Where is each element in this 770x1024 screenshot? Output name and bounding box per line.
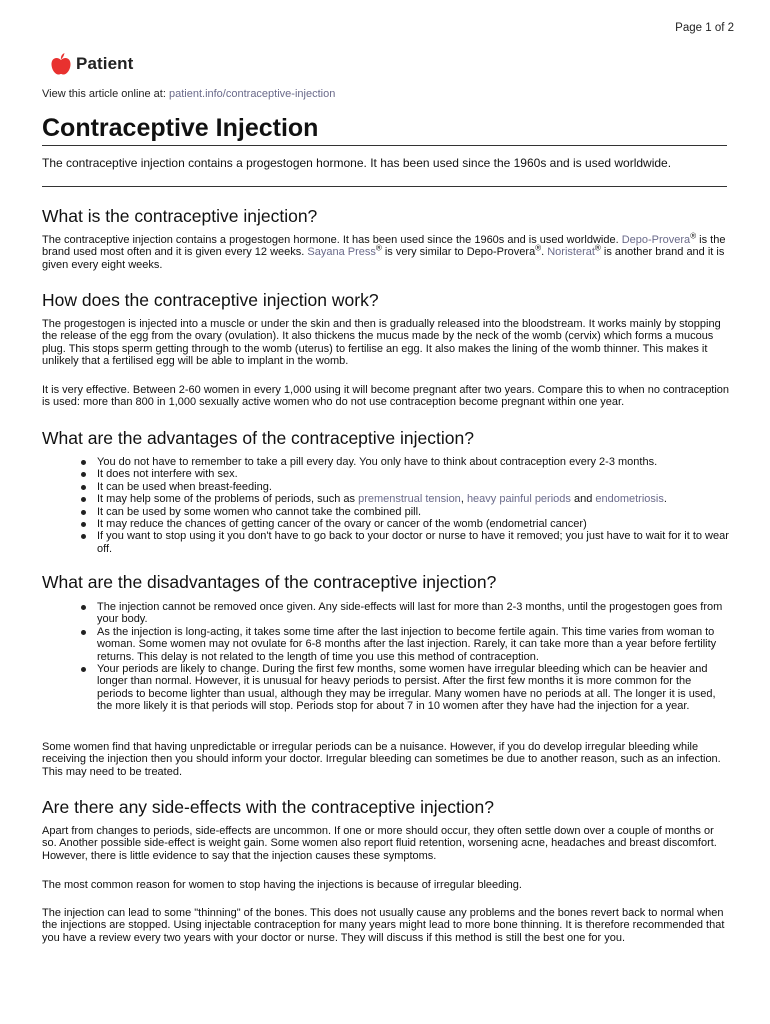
patient-logo[interactable] <box>50 52 133 76</box>
online-prefix: View this article online at: <box>42 88 169 100</box>
logo-text: Patient <box>76 54 134 73</box>
online-link-line <box>42 88 335 100</box>
registered-mark: ® <box>594 243 601 253</box>
heading-what-is: What is the contraceptive injection? <box>42 206 318 226</box>
paragraph-side-effects-3: The injection can lead to some "thinning" of the bones. This does not usually cause any problems and the bones revert back to normal when the injections are stopped. Using injectable contraception for many years might lead to more bone thinning. It is therefore recommended that you have a review every two years with your doctor or nurse. They will discuss if this method is still the best one for you. <box>42 907 725 944</box>
list-item <box>76 493 730 505</box>
registered-mark: ® <box>535 243 542 253</box>
disadvantages-list <box>76 601 730 713</box>
page-title: Contraceptive Injection <box>42 112 727 146</box>
paragraph-how-1: The progestogen is injected into a muscle or under the skin and then is gradually released into the bloodstream. It works mainly by stopping the release of the egg from the ovary (ovulation). It also thickens the mucus made by the neck of the womb (cervix) which forms a mucous plug. This stops sperm getting through to the womb (uterus) to fertilise an egg. It also makes the lining of the womb thinner. This makes it unlikely that a fertilised egg will be able to implant in the womb. <box>42 318 721 368</box>
text: is the brand used most often and it is given every 12 weeks. <box>42 234 726 259</box>
heading-how-it-works: How does the contraceptive injection work? <box>42 290 379 310</box>
text: . <box>541 246 548 259</box>
text: and <box>570 493 596 506</box>
text: It may help some of the problems of periods, such as <box>97 493 359 506</box>
text: The contraceptive injection contains a progestogen hormone. It has been used since the 1960s and is used worldwide. <box>42 234 622 246</box>
apple-logo-icon <box>50 52 72 76</box>
registered-mark: ® <box>690 231 697 241</box>
list-item: It can be used when breast-feeding. <box>76 481 730 493</box>
registered-mark: ® <box>375 243 382 253</box>
link-heavy-painful-periods[interactable]: heavy painful periods <box>466 493 571 506</box>
list-item: You do not have to remember to take a pill every day. You only have to think about contraception every 2-3 months. <box>76 456 730 468</box>
page-number: Page 1 of 2 <box>675 22 734 34</box>
paragraph-side-effects-2: The most common reason for women to stop having the injections is because of irregular bleeding. <box>42 879 522 891</box>
list-item: It can be used by some women who cannot take the combined pill. <box>76 506 730 518</box>
link-depo-provera[interactable]: Depo-Provera <box>621 234 691 246</box>
list-item: The injection cannot be removed once given. Any side-effects will last for more than 2-3 months, until the progestogen goes from your body. <box>76 601 730 626</box>
heading-advantages: What are the advantages of the contraceptive injection? <box>42 428 474 448</box>
list-item: It may reduce the chances of getting cancer of the ovary or cancer of the womb (endometrial cancer) <box>76 518 730 530</box>
paragraph-side-effects-1: Apart from changes to periods, side-effects are uncommon. If one or more should occur, they often settle down over a couple of months or so. Another possible side-effect is weight gain. Some women also report fluid retention, worsening acne, headaches and breast discomfort. However, there is little evidence to say that the injection causes these symptoms. <box>42 825 717 862</box>
article-url-link[interactable]: patient.info/contraceptive-injection <box>168 88 336 100</box>
link-noristerat[interactable]: Noristerat <box>547 246 595 259</box>
list-item: It does not interfere with sex. <box>76 468 730 480</box>
advantages-list <box>76 456 730 555</box>
heading-disadvantages: What are the disadvantages of the contraceptive injection? <box>42 572 497 592</box>
paragraph-disadvantages: Some women find that having unpredictable or irregular periods can be a nuisance. However, if you do develop irregular bleeding while receiving the injection then you should inform your doctor. Irregular bleeding can sometimes be due to another reason, such as an infection. This may need to be treated. <box>42 741 721 778</box>
link-premenstrual-tension[interactable]: premenstrual tension <box>358 493 461 506</box>
text: . <box>663 493 667 506</box>
link-sayana-press[interactable]: Sayana Press <box>307 246 376 259</box>
list-item: As the injection is long-acting, it takes some time after the last injection to become fertile again. This time varies from woman to woman. Some women may not ovulate for 6-8 months after the last injection. Rarely, it can take more than a year before fertility returns. This delay is not related to the length of time you use this method of contraception. <box>76 626 730 663</box>
heading-side-effects: Are there any side-effects with the contraceptive injection? <box>42 797 495 817</box>
paragraph-how-2: It is very effective. Between 2-60 women in every 1,000 using it will become pregnant after two years. Compare this to when no contraception is used: more than 800 in 1,000 sexually active women who do not use contraception become pregnant within one year. <box>42 384 730 409</box>
paragraph-what-is <box>42 231 730 271</box>
divider <box>42 186 727 187</box>
link-endometriosis[interactable]: endometriosis <box>595 493 664 506</box>
intro-text: The contraceptive injection contains a progestogen hormone. It has been used since the 1960s and is used worldwide. <box>42 156 672 170</box>
list-item: If you want to stop using it you don't have to go back to your doctor or nurse to have it removed; you just have to wait for it to wear off. <box>76 530 730 555</box>
list-item: Your periods are likely to change. During the first few months, some women have irregular bleeding which can be heavier and longer than normal. However, it is unusual for heavy periods to persist. After the first few months it is more common for the periods to become lighter than usual, although they may be irregular. Many women have no periods at all. The longer it is used, the more likely it is that periods will stop. Periods stop for about 7 in 10 women after they have had the injection for a year. <box>76 663 730 713</box>
text: is very similar to Depo-Provera <box>381 246 536 259</box>
text: is another brand and it is given every eight weeks. <box>42 246 725 271</box>
text: , <box>460 493 467 506</box>
